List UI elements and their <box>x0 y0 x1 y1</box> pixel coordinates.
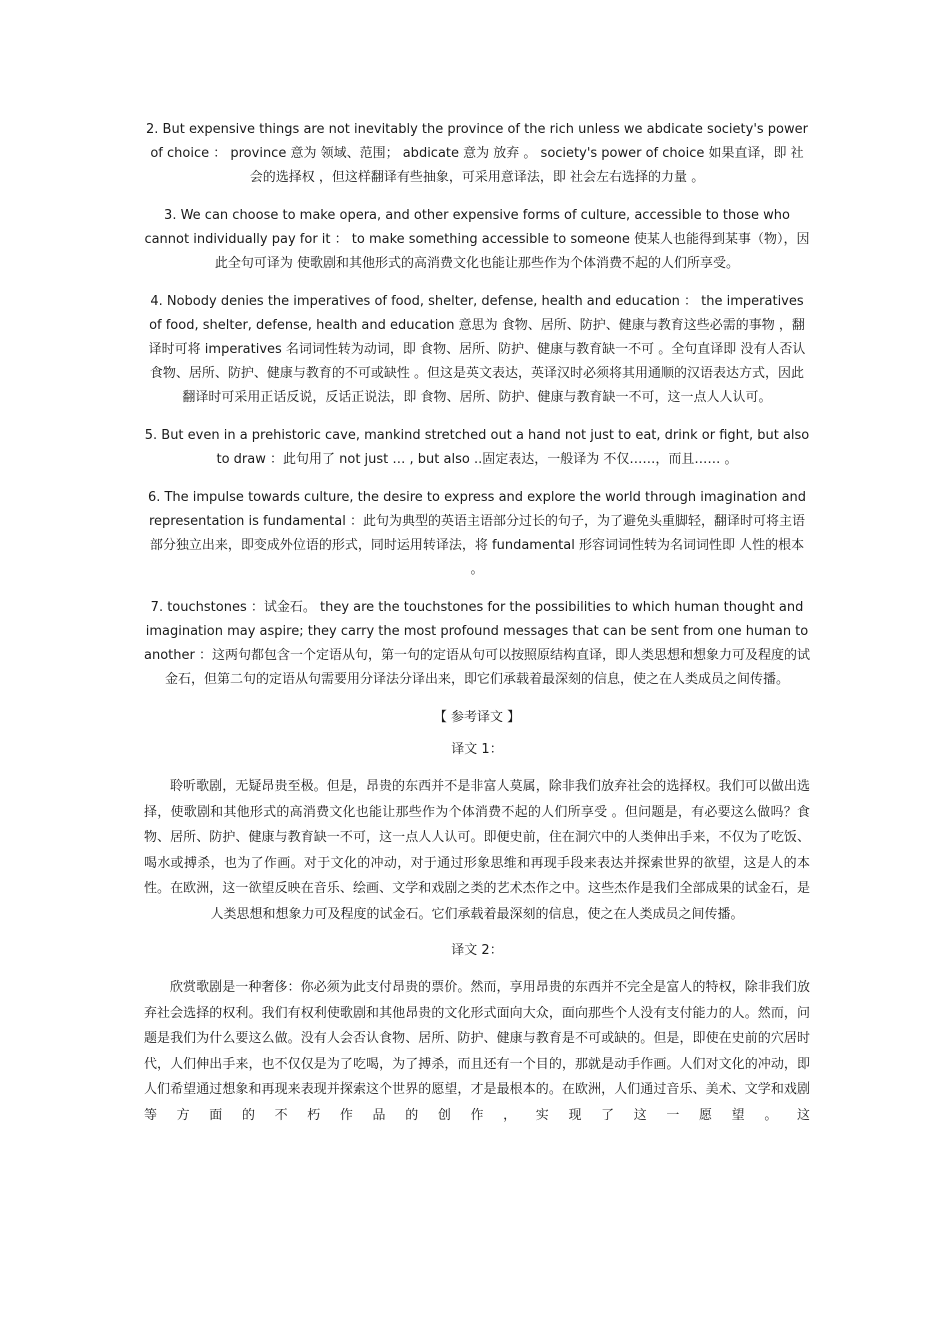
translation-1-label: 译文 1： <box>451 742 503 757</box>
note-5: 5. But even in a prehistoric cave, mankind stretched out a hand not just to eat, drink or fight, but also to draw ：此句用了 not just … , but also ..固定表达，一般译为 不仅……，而且…… 。 <box>144 428 810 467</box>
translation-2-text: 欣赏歌剧是一种奢侈：你必须为此支付昂贵的票价。然而，享用昂贵的东西并不完全是富人的特权，除非我们放弃社会选择的权利。我们有权利使歌剧和其他昂贵的文化形式面向大众，面向那些个人没有支付能力的人。然而，问题是我们为什么要这么做。没有人会否认食物、居所、防护、健康与教育是不可或缺的。但是，即使在史前的穴居时代，人们伸出手来，也不仅仅是为了吃喝，为了搏杀，而且还有一个目的，那就是动手作画。人们对文化的冲动，即人们希望通过想象和再现来表现并探索这个世界的愿望，才是最根本的。在欧洲，人们通过音乐、美术、文学和戏剧等方面的不朽作品的创作，实现了这一愿望。这 <box>144 980 810 1123</box>
translation-1-text: 聆听歌剧，无疑昂贵至极。但是，昂贵的东西并不是非富人莫属，除非我们放弃社会的选择权。我们可以做出选择，使歌剧和其他形式的高消费文化也能让那些作为个体消费不起的人们所享受 。但问题是，有必要这么做吗？食物、居所、防护、健康与教育缺一不可，这一点人人认可。即便史前，住在洞穴中的人类伸出手来，不仅为了吃饭、喝水或搏杀，也为了作画。对于文化的冲动，对于通过形象思维和再现手段来表达并探索世界的欲望，这是人的本性。在欧洲，这一欲望反映在音乐、绘画、文学和戏剧之类的艺术杰作之中。这些杰作是我们全部成果的试金石，是人类思想和想象力可及程度的试金石。它们承载着最深刻的信息，使之在人类成员之间传播。 <box>144 779 810 922</box>
translation-2-label: 译文 2： <box>451 943 503 958</box>
document-page <box>144 118 810 1140</box>
note-7: 7. touchstones ：试金石。 they are the touchstones for the possibilities to which human thought and imagination may aspire; they carry the most profound messages that can be sent from one human to another ：这两句都包含一个定语从句，第一句的定语从句可以按照原结构直译，即人类思想和想象力可及程度的试金石，但第二句的定语从句需要用分译法分译出来，即它们承载着最深刻的信息，使之在人类成员之间传播。 <box>144 600 810 687</box>
note-2: 2. But expensive things are not inevitably the province of the rich unless we abdicate society's power of choice ： province 意为 领域、范围； abdicate 意为 放弃 。 society's power of choice 如果直译，即 社会的选择权 ，但这样翻译有些抽象，可采用意译法，即 社会左右选择的力量 。 <box>146 122 808 185</box>
note-6: 6. The impulse towards culture, the desire to express and explore the world through imagination and representation is fundamental ：此句为典型的英语主语部分过长的句子，为了避免头重脚轻，翻译时可将主语部分独立出来，即变成外位语的形式，同时运用转译法，将 fundamental 形容词词性转为名词词性即 人性的根本 。 <box>147 490 807 577</box>
reference-heading: 【 参考译文 】 <box>433 710 521 725</box>
note-4: 4. Nobody denies the imperatives of food, shelter, defense, health and education ： the imperatives of food, shelter, defense, health and education 意思为 食物、居所、防护、健康与教育这些必需的事物 ，翻译时可将 imperatives 名词词性转为动词，即 食物、居所、防护、健康与教育缺一不可 。全句直译即 没有人否认 食物、居所、防护、健康与教育的不可或缺性 。但这是英文表达，英译汉时必须将其用通顺的汉语表达方式，因此翻译时可采用正话反说，反话正说法，即 食物、居所、防护、健康与教育缺一不可，这一点人人认可。 <box>148 294 806 405</box>
note-3: 3. We can choose to make opera, and other expensive forms of culture, accessible to those who cannot individually pay for it ： to make something accessible to someone 使某人也能得到某事（物），因此全句可译为 使歌剧和其他形式的高消费文化也能让那些作为个体消费不起的人们所享受。 <box>144 208 810 271</box>
